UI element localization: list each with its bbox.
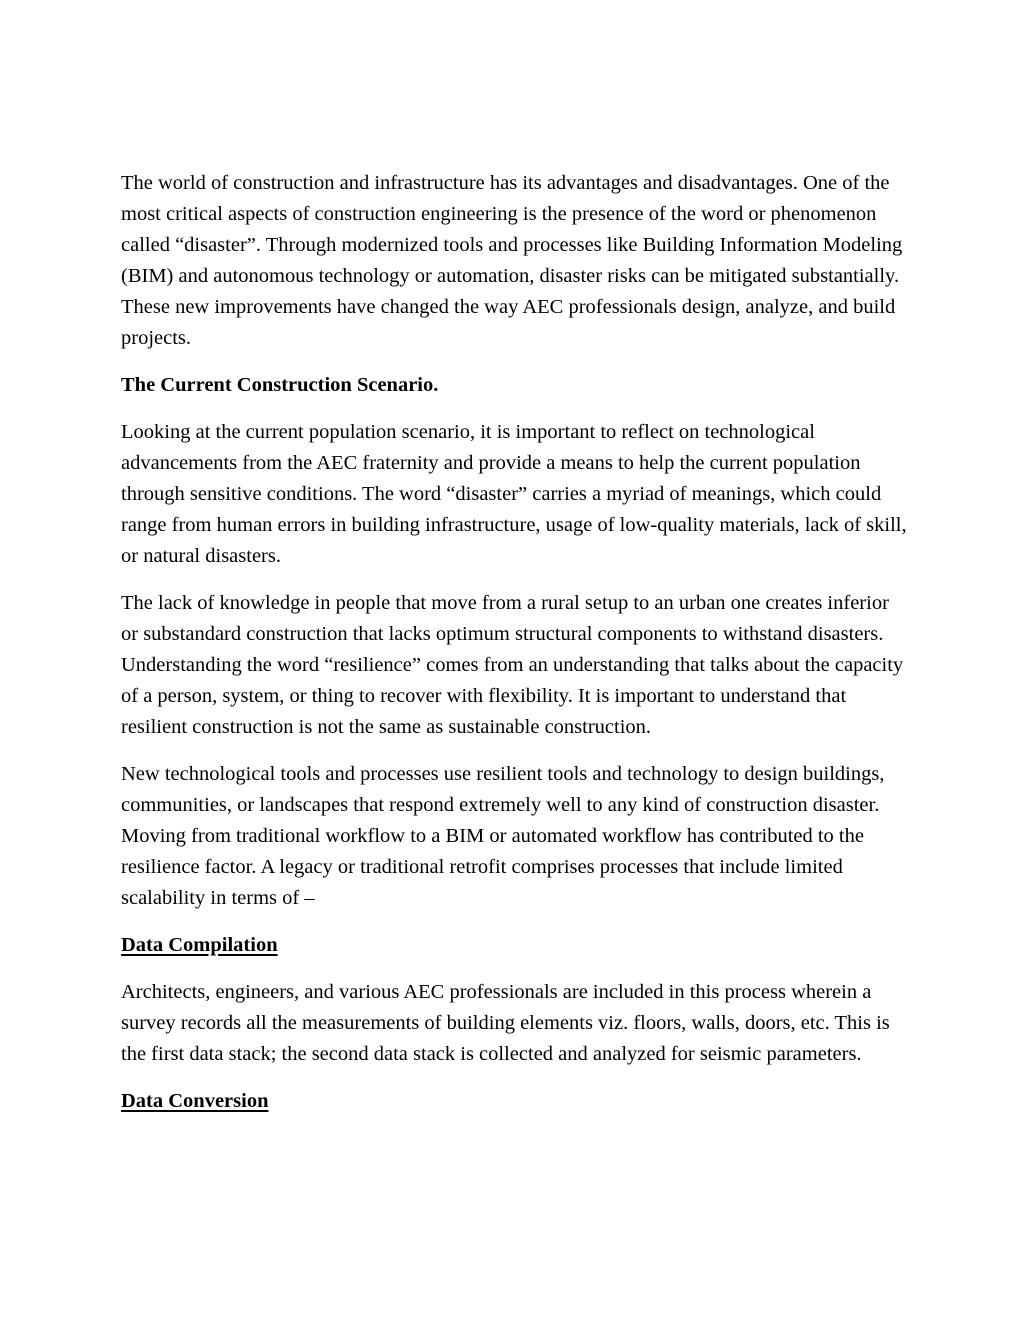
- paragraph-current-scenario-1: Looking at the current population scenario, it is important to reflect on technological advancements from the AEC fraternity and provide a means to help the current population through sensitive conditions. The word “disaster” carries a myriad of meanings, which could range from human errors in building infrastructure, usage of low-quality materials, lack of skill, or natural disasters.: [121, 421, 907, 567]
- paragraph-data-compilation: Architects, engineers, and various AEC professionals are included in this process wherein a survey records all the measurements of building elements viz. floors, walls, doors, etc. This is the first data stack; the second data stack is collected and analyzed for seismic parameters.: [121, 981, 890, 1065]
- intro-paragraph: The world of construction and infrastructure has its advantages and disadvantages. One of the most critical aspects of construction engineering is the presence of the word or phenomenon called “disaster”. Through modernized tools and processes like Building Information Modeling (BIM) and autonomous technology or automation, disaster risks can be mitigated substantially. These new improvements have changed the way AEC professionals design, analyze, and build projects.: [121, 172, 903, 349]
- paragraph-current-scenario-3: New technological tools and processes use resilient tools and technology to design buildings, communities, or landscapes that respond extremely well to any kind of construction disaster. Moving from traditional workflow to a BIM or automated workflow has contributed to the resilience factor. A legacy or traditional retrofit comprises processes that include limited scalability in terms of –: [121, 763, 885, 909]
- section-heading-current-scenario: The Current Construction Scenario.: [121, 374, 439, 396]
- document-page: [121, 168, 911, 1133]
- paragraph-current-scenario-2: The lack of knowledge in people that move from a rural setup to an urban one creates inferior or substandard construction that lacks optimum structural components to withstand disasters. Understanding the word “resilience” comes from an understanding that talks about the capacity of a person, system, or thing to recover with flexibility. It is important to understand that resilient construction is not the same as sustainable construction.: [121, 592, 904, 738]
- section-heading-data-compilation: Data Compilation: [121, 934, 278, 956]
- section-heading-data-conversion: Data Conversion: [121, 1090, 269, 1112]
